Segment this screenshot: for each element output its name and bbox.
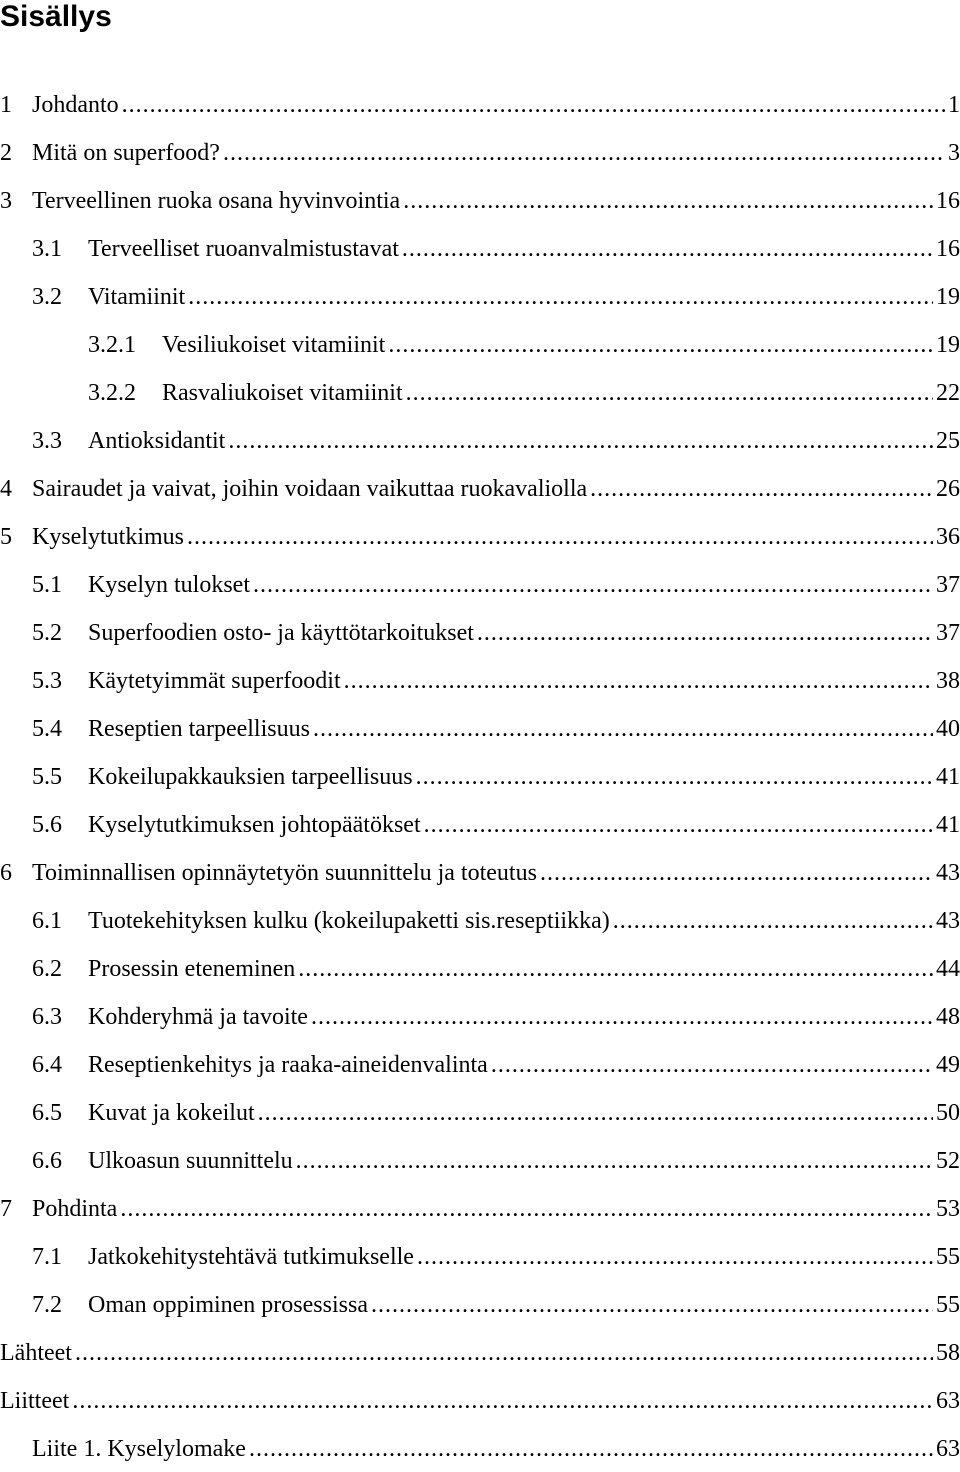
toc-entry-line[interactable] (0, 1196, 960, 1223)
dot-leader (371, 1292, 933, 1319)
dot-leader (223, 140, 945, 167)
dot-leader (228, 428, 933, 455)
toc-entry-page-number[interactable]: 19 (936, 332, 960, 358)
toc-entry-title[interactable]: Vesiliukoiset vitamiinit (162, 332, 386, 358)
toc-entry-title[interactable]: Vitamiinit (88, 284, 186, 310)
toc-entry-page-number[interactable]: 48 (936, 1004, 960, 1030)
toc-entry-title[interactable]: Johdanto (32, 92, 119, 118)
toc-entry-page-number[interactable]: 43 (936, 860, 960, 886)
toc-entry-page-number[interactable]: 44 (936, 956, 960, 982)
toc-entry-line[interactable] (0, 1388, 960, 1415)
toc-entry-number: 6.2 (32, 956, 62, 982)
dot-leader (590, 476, 933, 503)
dot-leader (477, 620, 933, 647)
toc-entry-title[interactable]: Reseptien tarpeellisuus (88, 716, 310, 742)
toc-entry-title[interactable]: Kyselytutkimus (32, 524, 185, 550)
toc-entry-line[interactable] (32, 908, 960, 935)
dot-leader (402, 236, 933, 263)
dot-leader (491, 1052, 933, 1079)
toc-entry-page-number[interactable]: 40 (936, 716, 960, 742)
toc-entry-title[interactable]: Mitä on superfood? (32, 140, 220, 166)
toc-entry-title[interactable]: Kokeilupakkauksien tarpeellisuus (88, 764, 413, 790)
toc-entry-page-number[interactable]: 58 (936, 1340, 960, 1366)
toc-entry-line[interactable] (32, 1148, 960, 1175)
toc-entry[interactable] (0, 1136, 960, 1184)
toc-entry-title[interactable]: Kuvat ja kokeilut (88, 1100, 255, 1126)
toc-entry-title[interactable]: Kyselyn tulokset (88, 572, 250, 598)
toc-entry-page-number[interactable]: 41 (936, 764, 960, 790)
toc-entry-title[interactable]: Antioksidantit (88, 428, 226, 454)
toc-entry[interactable] (0, 656, 960, 704)
toc-entry-page-number[interactable]: 52 (936, 1148, 960, 1174)
toc-entry[interactable] (0, 368, 960, 416)
dot-leader (311, 1004, 933, 1031)
toc-entry-line[interactable] (0, 92, 960, 119)
toc-entry[interactable] (0, 608, 960, 656)
toc-entry-title[interactable]: Reseptienkehitys ja raaka-aineidenvalinta (88, 1052, 488, 1078)
toc-entry[interactable] (0, 176, 960, 224)
dot-leader (406, 380, 933, 407)
toc-entry[interactable] (0, 512, 960, 560)
toc-entry-number: 6.3 (32, 1004, 62, 1030)
toc-entry-title[interactable]: Rasvaliukoiset vitamiinit (162, 380, 403, 406)
toc-entry-number: 2 (0, 140, 12, 166)
toc-entry[interactable] (0, 800, 960, 848)
toc-entry-title[interactable]: Superfoodien osto- ja käyttötarkoitukset (88, 620, 474, 646)
toc-entry-line[interactable] (32, 284, 960, 311)
toc-entry-page-number[interactable]: 55 (936, 1244, 960, 1270)
toc-entry-line[interactable] (32, 428, 960, 455)
toc-entry-number: 3.2.2 (88, 380, 136, 406)
toc-entry-number: 3 (0, 188, 12, 214)
toc-entry[interactable] (0, 896, 960, 944)
toc-entry-title[interactable]: Sairaudet ja vaivat, joihin voidaan vaikuttaa ruokavaliolla (32, 476, 588, 502)
toc-entry[interactable] (0, 1040, 960, 1088)
toc-entry-page-number[interactable]: 16 (936, 236, 960, 262)
toc-entry[interactable] (0, 320, 960, 368)
toc-entry-number: 7 (0, 1196, 12, 1222)
toc-entry-page-number[interactable]: 41 (936, 812, 960, 838)
toc-entry-page-number[interactable]: 63 (936, 1436, 960, 1462)
toc-entry[interactable] (0, 464, 960, 512)
toc-entry-number: 6.5 (32, 1100, 62, 1126)
toc-entry-number: 4 (0, 476, 12, 502)
dot-leader (75, 1340, 933, 1367)
toc-entry-number: 5.1 (32, 572, 62, 598)
toc-entry-title[interactable]: Terveellinen ruoka osana hyvinvointia (32, 188, 401, 214)
toc-entry-page-number[interactable]: 37 (936, 572, 960, 598)
toc-entry-page-number[interactable]: 49 (936, 1052, 960, 1078)
dot-leader (249, 1436, 933, 1463)
toc-entry-page-number[interactable]: 16 (936, 188, 960, 214)
toc-entry-page-number[interactable]: 36 (936, 524, 960, 550)
dot-leader (298, 956, 933, 983)
toc-entry[interactable] (0, 416, 960, 464)
toc-entry-page-number[interactable]: 63 (936, 1388, 960, 1414)
dot-leader (417, 1244, 933, 1271)
toc-entry[interactable] (0, 1376, 960, 1424)
toc-entry-number: 1 (0, 92, 12, 118)
dot-leader (122, 92, 945, 119)
toc-entry-line[interactable] (0, 476, 960, 503)
toc-entry-line[interactable] (32, 1052, 960, 1079)
toc-entry-line[interactable] (32, 236, 960, 263)
toc-entry[interactable] (0, 992, 960, 1040)
dot-leader (344, 668, 933, 695)
toc-entry-line[interactable] (32, 572, 960, 599)
dot-leader (187, 524, 933, 551)
toc-entry-number: 6.1 (32, 908, 62, 934)
toc-entry[interactable] (0, 704, 960, 752)
toc-entry-line[interactable] (32, 1100, 960, 1127)
toc-entry-line[interactable] (88, 380, 960, 407)
toc-entry-number: 6.4 (32, 1052, 62, 1078)
dot-leader (403, 188, 933, 215)
dot-leader (424, 812, 933, 839)
toc-entry-line[interactable] (32, 1436, 960, 1463)
toc-entry-line[interactable] (32, 668, 960, 695)
dot-leader (188, 284, 933, 311)
toc-entry-line[interactable] (32, 1292, 960, 1319)
toc-entry[interactable] (0, 80, 960, 128)
toc-entry-number: 5.2 (32, 620, 62, 646)
dot-leader (313, 716, 933, 743)
toc-entry[interactable] (0, 1424, 960, 1472)
toc-entry-page-number[interactable]: 26 (936, 476, 960, 502)
toc-entry-number: 7.1 (32, 1244, 62, 1270)
toc-entry-page-number[interactable]: 1 (948, 92, 960, 118)
toc-entry-number: 5 (0, 524, 12, 550)
toc-entry-title[interactable]: Liitteet (0, 1388, 70, 1414)
toc-entry[interactable] (0, 1280, 960, 1328)
toc-entry-line[interactable] (32, 956, 960, 983)
toc-entry-number: 3.2.1 (88, 332, 136, 358)
toc-entry-page-number[interactable]: 37 (936, 620, 960, 646)
toc-entry-title[interactable]: Oman oppiminen prosessissa (88, 1292, 368, 1318)
toc-entry[interactable] (0, 752, 960, 800)
toc-entry-page-number[interactable]: 19 (936, 284, 960, 310)
toc-entry-title[interactable]: Kohderyhmä ja tavoite (88, 1004, 308, 1030)
toc-entry-page-number[interactable]: 25 (936, 428, 960, 454)
dot-leader (613, 908, 933, 935)
toc-entry[interactable] (0, 848, 960, 896)
toc-entry-title[interactable]: Tuotekehityksen kulku (kokeilupaketti sis.reseptiikka) (88, 908, 610, 934)
table-of-contents (0, 80, 960, 1472)
toc-entry-title[interactable]: Lähteet (0, 1340, 72, 1366)
toc-entry[interactable] (0, 1328, 960, 1376)
toc-entry-title[interactable]: Kyselytutkimuksen johtopäätökset (88, 812, 421, 838)
toc-entry-number: 3.2 (32, 284, 62, 310)
toc-entry[interactable] (0, 224, 960, 272)
dot-leader (540, 860, 933, 887)
toc-entry-title[interactable]: Käytetyimmät superfoodit (88, 668, 341, 694)
dot-leader (253, 572, 933, 599)
toc-entry-number: 7.2 (32, 1292, 62, 1318)
toc-entry-line[interactable] (0, 524, 960, 551)
toc-entry-title[interactable]: Terveelliset ruoanvalmistustavat (88, 236, 399, 262)
dot-leader (296, 1148, 933, 1175)
toc-entry-page-number[interactable]: 38 (936, 668, 960, 694)
toc-entry[interactable] (0, 1184, 960, 1232)
dot-leader (388, 332, 933, 359)
toc-entry-line[interactable] (32, 812, 960, 839)
toc-entry-number: 5.4 (32, 716, 62, 742)
toc-entry-title[interactable]: Liite 1. Kyselylomake (32, 1436, 246, 1462)
toc-entry-line[interactable] (32, 716, 960, 743)
toc-entry-number: 3.3 (32, 428, 62, 454)
toc-entry[interactable] (0, 944, 960, 992)
toc-entry[interactable] (0, 272, 960, 320)
toc-entry-number: 5.5 (32, 764, 62, 790)
toc-entry-number: 6 (0, 860, 12, 886)
dot-leader (416, 764, 933, 791)
toc-entry-number: 5.6 (32, 812, 62, 838)
toc-entry-title[interactable]: Ulkoasun suunnittelu (88, 1148, 293, 1174)
toc-entry-title[interactable]: Pohdinta (32, 1196, 118, 1222)
toc-entry-title[interactable]: Prosessin eteneminen (88, 956, 296, 982)
toc-entry-line[interactable] (0, 860, 960, 887)
toc-entry-number: 6.6 (32, 1148, 62, 1174)
toc-entry-line[interactable] (32, 1004, 960, 1031)
toc-entry-page-number[interactable]: 53 (936, 1196, 960, 1222)
toc-entry-page-number[interactable]: 22 (936, 380, 960, 406)
toc-entry[interactable] (0, 560, 960, 608)
toc-entry-line[interactable] (0, 1340, 960, 1367)
toc-entry-number: 3.1 (32, 236, 62, 262)
toc-entry-line[interactable] (88, 332, 960, 359)
toc-entry-line[interactable] (0, 188, 960, 215)
toc-entry-page-number[interactable]: 50 (936, 1100, 960, 1126)
dot-leader (72, 1388, 933, 1415)
toc-entry-page-number[interactable]: 43 (936, 908, 960, 934)
toc-entry-title[interactable]: Toiminnallisen opinnäytetyön suunnittelu ja toteutus (32, 860, 537, 886)
toc-entry-page-number[interactable]: 3 (948, 140, 960, 166)
page-title: Sisällys (0, 0, 112, 33)
toc-entry-line[interactable] (32, 1244, 960, 1271)
toc-entry-number: 5.3 (32, 668, 62, 694)
dot-leader (120, 1196, 933, 1223)
toc-entry[interactable] (0, 1088, 960, 1136)
dot-leader (258, 1100, 933, 1127)
toc-entry-line[interactable] (32, 764, 960, 791)
toc-entry-page-number[interactable]: 55 (936, 1292, 960, 1318)
toc-entry-title[interactable]: Jatkokehitystehtävä tutkimukselle (88, 1244, 414, 1270)
toc-entry[interactable] (0, 1232, 960, 1280)
toc-entry-line[interactable] (32, 620, 960, 647)
toc-entry[interactable] (0, 128, 960, 176)
toc-entry-line[interactable] (0, 140, 960, 167)
